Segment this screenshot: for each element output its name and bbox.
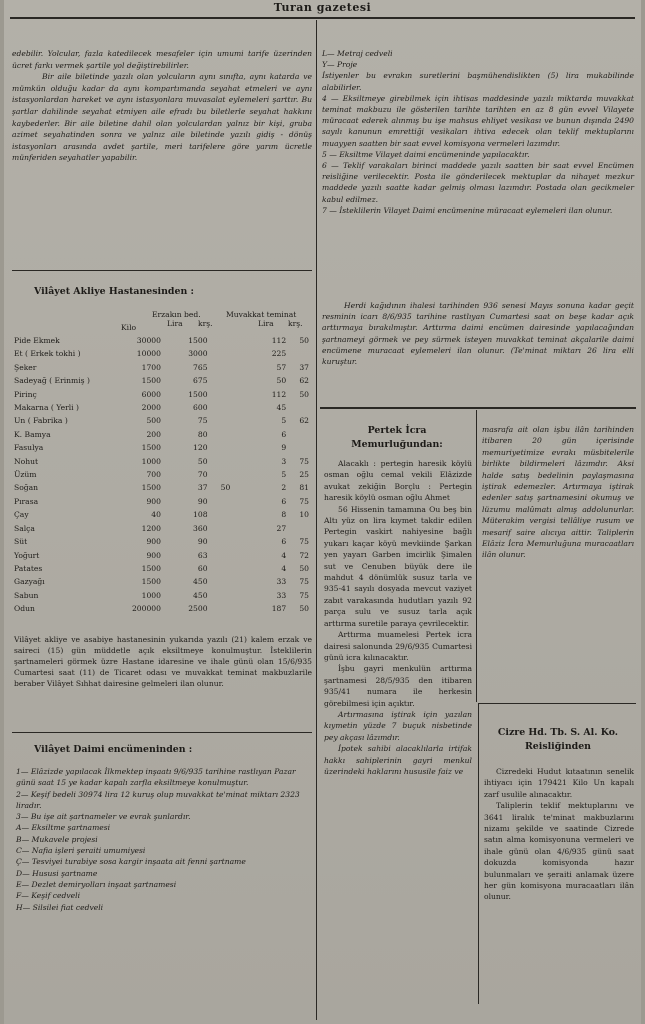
cell-kilo: 1000: [141, 456, 161, 466]
table-row: [14, 495, 309, 508]
cell-tkrs: [286, 347, 309, 360]
cizre-paragraph-1: Cizredeki Hudut kıtaatının senelik ihtiyacı için 179421 Kilo Un kapalı zarf usulile alınacaktır.: [484, 767, 634, 799]
cell-tkrs: 25: [299, 470, 309, 480]
section-rule-hospital: [12, 270, 312, 271]
cell-tlira: 6: [281, 496, 287, 506]
cell-lira: 60: [197, 563, 208, 573]
cell-name: Şeker: [14, 362, 37, 372]
cell-lira: 600: [193, 403, 208, 413]
table-row: [14, 401, 309, 414]
hospital-title: Vilâyet Akliye Hastanesinden :: [34, 286, 194, 297]
cell-kilo: 1500: [141, 563, 161, 573]
cell-kilo: 1200: [141, 523, 161, 533]
table-row: [14, 508, 309, 521]
cell-tkrs: 75: [299, 590, 309, 600]
cell-tlira: 8: [281, 510, 287, 520]
cell-tkrs: 50: [299, 563, 309, 573]
cell-kilo: 900: [146, 537, 161, 547]
table-row: [14, 589, 309, 602]
cell-krs: [208, 535, 231, 548]
col-lira-2: Lira: [258, 319, 274, 328]
cell-name: Soğan: [14, 483, 39, 493]
list-item: L— Metraj cedveli: [322, 49, 393, 58]
cizre-paragraph-2: Taliplerin teklif mektuplarını ve 3641 liralık te'minat makbuzlarını nizamı şekilde ve saatinde Cizrede satın alma komisyonuna vermeleri ve ihale günü olan 4/6/935 günü saat dokuzda komisyonda hazır bulunmaları ve şeraiti anlamak üzere her gün komisyona muracaatları ilân olunur.: [484, 801, 634, 902]
cell-tlira: 4: [281, 550, 287, 560]
cell-tlira: 2: [281, 483, 287, 493]
train-ticket-notice: [12, 48, 312, 164]
cell-kilo: 30000: [136, 336, 161, 345]
cell-lira: 450: [193, 577, 208, 587]
cell-tlira: 225: [271, 349, 287, 359]
list-item: A— Eksiltme şartnamesi: [16, 823, 111, 833]
cell-lira: 675: [193, 376, 208, 386]
cell-tlira: 187: [271, 604, 287, 614]
cell-tkrs: 81: [299, 483, 309, 493]
cell-tlira: 5: [281, 470, 287, 480]
cell-name: Nohut: [14, 456, 39, 466]
cell-lira: 90: [197, 496, 208, 506]
col-krs-2: krş.: [288, 319, 303, 328]
cell-kilo: 1500: [141, 376, 161, 386]
cell-lira: 1500: [188, 336, 208, 345]
cell-tkrs: 75: [299, 456, 309, 466]
cell-tkrs: 62: [299, 416, 309, 426]
table-row: [14, 334, 309, 347]
cell-krs: [208, 589, 231, 602]
cell-tlira: 27: [276, 523, 287, 533]
cell-krs: [208, 508, 231, 521]
table-row: [14, 481, 309, 494]
cell-kilo: 1500: [141, 483, 161, 493]
cell-tkrs: 75: [299, 537, 309, 547]
cell-kilo: 2000: [141, 403, 161, 413]
list-item: Y— Proje: [322, 60, 358, 70]
cell-tlira: 6: [281, 429, 287, 439]
table-row: [14, 441, 309, 454]
column-divider: [316, 20, 317, 1020]
cell-tkrs: 72: [299, 550, 309, 560]
cell-lira: 70: [197, 470, 208, 480]
pertek-paragraph-5: Artırmasına iştirak için yazılan kıymetin yüzde 7 buçuk nisbetinde pey akçası lâzımdır.: [324, 709, 472, 742]
cell-krs: [208, 374, 231, 387]
list-item: Ç— Tesviyei turabiye sosa kargir inşaata ait fenni şartname: [16, 857, 246, 867]
col-kilo: Kilo: [121, 323, 137, 332]
pertek-paragraph-2: 56 Hissenin tamamına Ou beş bin Altı yüz on lira kıymet takdir edilen Pertegin vaskirt nahiyesine bağlı yukarı kaçar köyü mevkiinde Şarkan yen yayarı Garben imcirlik Şimalen sut ve Cenuben büyük dere ile mahdut 4 dönümlük susuz tarla ve 935-41 sayılı dosyada mevcut vaziyet zabıt varakasında hudutları yazılı 92 parça sulu ve susuz tarla açık arttırma suretile paraya çevrilecektir.: [324, 504, 472, 628]
cell-kilo: 1000: [141, 590, 161, 600]
cell-name: Makarna ( Yerli ): [14, 403, 79, 413]
cell-tlira: 33: [276, 590, 287, 600]
list-item: 4 — Eksiltmeye girebilmek için ihtisas maddesinde yazılı miktarda muvakkat teminat makbuzu ile gösterilen tarihte tarihten en az 8 gün evvel Vilayete müracaat ederek alınmış bu işe mahsus ehliyet vesikası ve bunun dışında 2490 sayılı kanunun emrettiği vesikaları ihtiva edecek olan teklif mektuplarını muayyen saatten bir saat evvel komisyona vermeleri lazımdır.: [322, 93, 634, 148]
table-row: [14, 575, 309, 588]
pertek-paragraph-6: İpotek sahibi alacaklılarla irtifak hakkı sahiplerinin gayri menkul üzerindeki haklarını hususile faiz ve: [324, 744, 472, 776]
cell-lira: 360: [193, 523, 208, 533]
list-item: 1— Elâzizde yapılacak İlkmektep inşaatı 9/6/935 tarihine rastlıyan Pazar günü saat 15 ye kadar kapalı zarfla eksiltmeye konulmuştur.: [16, 767, 296, 788]
cizre-notice: [484, 766, 634, 903]
cizre-column-divider: [478, 704, 479, 1004]
list-item: C— Nafia işleri şeraiti umumiyesi: [16, 846, 146, 856]
table-row: [14, 602, 309, 615]
cell-kilo: 900: [146, 550, 161, 560]
table-row: [14, 455, 309, 468]
cell-name: Salça: [14, 523, 35, 533]
cell-krs: [208, 522, 231, 535]
council-item-list: [16, 766, 312, 913]
table-row: [14, 428, 309, 441]
cell-lira: 450: [193, 590, 208, 600]
list-item: İstiyenler bu evrakın suretlerini başmühendislikten (5) lira mukabilinde alabilirler.: [322, 71, 634, 92]
cell-kilo: 500: [146, 416, 161, 426]
cell-tlira: 33: [276, 577, 287, 587]
pertek-paragraph-4: İşbu gayri menkulün arttırma şartnamesi 28/5/935 den itibaren 935/41 numara ile herkesin görebilmesi için açıktır.: [324, 664, 472, 708]
cell-kilo: 1700: [141, 362, 161, 372]
cell-tlira: 5: [281, 416, 287, 426]
cell-krs: [208, 495, 231, 508]
cell-name: Süt: [14, 537, 28, 547]
cell-kilo: 1500: [141, 443, 161, 453]
pertek-paragraph-1: Alacaklı : pertegin haresik köylü osman oğlu cemal vekili Elâzizde avukat zekiğin Borçlu : Pertegin haresik köylü osman oğlu Ahmet: [324, 459, 472, 503]
cell-tkrs: 50: [299, 604, 309, 614]
cell-name: Gazyağı: [14, 577, 45, 587]
table-row: [14, 522, 309, 535]
table-row: [14, 414, 309, 427]
cell-krs: [208, 549, 231, 562]
list-item: E— Dezlet demiryolları inşaat şartnamesi: [16, 879, 177, 889]
table-row: [14, 468, 309, 481]
cell-kilo: 6000: [141, 389, 161, 399]
cell-tlira: 9: [281, 443, 287, 453]
cell-name: Odun: [14, 604, 35, 614]
cell-kilo: 700: [146, 470, 161, 480]
col-ercakin: Erzakın bed.: [152, 310, 201, 319]
cell-kilo: 1500: [141, 577, 161, 587]
cell-lira: 90: [197, 537, 208, 547]
cell-lira: 108: [193, 510, 208, 520]
cell-krs: [208, 455, 231, 468]
cell-lira: 2500: [188, 604, 208, 614]
list-item: H— Silsilei fiat cedveli: [16, 902, 104, 912]
cell-name: Pirinç: [14, 389, 37, 399]
council-title: Vilâyet Daimi encümeninden :: [34, 744, 193, 755]
cell-name: Sabun: [14, 590, 39, 600]
cell-name: Çay: [14, 510, 29, 520]
cell-name: Pırasa: [14, 496, 39, 506]
council-items: [16, 766, 312, 913]
cell-tkrs: [286, 441, 309, 454]
cell-krs: [208, 468, 231, 481]
cell-tlira: 45: [276, 403, 287, 413]
cell-krs: [208, 562, 231, 575]
cell-krs: [208, 347, 231, 360]
cell-krs: [208, 388, 231, 401]
cell-name: Fasulya: [14, 443, 44, 453]
cell-tlira: 3: [281, 456, 287, 466]
cell-lira: 63: [197, 550, 208, 560]
list-item: 2— Keşif bedeli 30974 lira 12 kuruş olup muvakkat te'minat miktarı 2323 liradır.: [16, 789, 300, 810]
newspaper-page: [4, 0, 641, 1024]
cell-tkrs: 10: [299, 510, 309, 520]
list-item: 3— Bu işe ait şartnameler ve evrak şunlardır.: [16, 812, 191, 822]
construction-conditions-list: [322, 48, 634, 216]
newspaper-header-title: Turan gazetesi: [273, 1, 372, 14]
hospital-supply-table: [14, 334, 309, 616]
cell-lira: 37: [197, 483, 208, 493]
cell-tkrs: 37: [299, 362, 309, 372]
cell-krs: [208, 414, 231, 427]
cell-kilo: 900: [146, 496, 161, 506]
cell-name: Pide Ekmek: [14, 336, 60, 345]
cell-tlira: 4: [281, 563, 287, 573]
list-item: 6 — Teklif varakaları birinci maddede yazılı saatten bir saat evvel Encümen reisliğine verilecektir. Posta ile gönderilecek mektuplar da nihayet mezkur maddede yazılı saatte kadar gelmiş olması lazımdır. Postada olan gecikmeler kabul edilmez.: [322, 161, 634, 204]
cizre-title: Cizre Hd. Tb. S. Al. Ko. Reisliğinden: [497, 727, 619, 752]
cell-lira: 50: [197, 456, 208, 466]
cell-tkrs: [286, 428, 309, 441]
cell-lira: 75: [197, 416, 208, 426]
section-rule-pertek: [320, 407, 636, 409]
cell-name: Patates: [14, 563, 43, 573]
cell-krs: [208, 602, 231, 615]
school-construction-notice: [322, 48, 634, 216]
cell-krs: [208, 441, 231, 454]
cell-name: K. Bamya: [14, 429, 51, 439]
cell-tkrs: 75: [299, 577, 309, 587]
cell-name: Yoğurt: [14, 550, 40, 560]
cell-tkrs: [286, 401, 309, 414]
table-row: [14, 535, 309, 548]
cell-krs: [208, 361, 231, 374]
list-item: 5 — Eksiltme Vilayet daimi encümeninde yapılacaktır.: [322, 149, 530, 159]
cell-tlira: 57: [276, 362, 287, 372]
cell-tkrs: 50: [299, 389, 309, 399]
cell-krs: [208, 575, 231, 588]
crossing-tax-notice: Herdi kağıdının ihalesi tarihinden 936 senesi Mayıs sonuna kadar geçit resminin icarı 8/6/935 tarihine rastlıyan Cumartesi saat on beşe kadar açık arttırmaya bırakılmıştır. Arttırma daimi encümen dairesinde yapılacağından şartnameyi görmek ve pey sürmek isteyen muvakkat teminat akçalarile daimi encümene muracaat eylemeleri ilan olunur. (Te'minat miktarı 26 lira elli kuruştur.: [322, 301, 634, 367]
cell-kilo: 10000: [136, 349, 161, 359]
table-row: [14, 549, 309, 562]
list-item: B— Mukavele projesi: [16, 834, 98, 844]
cell-kilo: 200: [146, 429, 161, 439]
cell-krs: [208, 334, 231, 347]
col-muvakkat: Muvakkat teminat: [226, 310, 297, 319]
col-krs-1: krş.: [198, 319, 213, 328]
cell-name: Üzüm: [14, 470, 37, 480]
cell-krs: [208, 428, 231, 441]
section-rule-council: [12, 732, 312, 733]
table-row: [14, 347, 309, 360]
table-row: [14, 388, 309, 401]
hospital-notice-paragraph: Vilâyet akliye ve asabiye hastanesinin yukarıda yazılı (21) kalem erzak ve saireci (15) gün müddetle açık eksiltmeye konulmuştur. İsteklilerin şartnameleri görmek üzre Hastane idaresine ve ihale günü olan 15/6/935 Cumartesi saat (11) de Ticaret odası ve muvakkat teminat makbuzlarile beraber Vilâyet Sıhhat dairesine gelmeleri ilan olunur.: [14, 635, 312, 688]
cell-lira: 120: [193, 443, 208, 453]
cell-name: Et ( Erkek tokhi ): [14, 349, 81, 359]
cell-kilo: 200000: [131, 604, 161, 614]
cell-tlira: 6: [281, 537, 287, 547]
section-rule-cizre: [478, 703, 636, 704]
pertek-notice: [324, 458, 472, 777]
pertek-continuation: masrafa ait olan işbu ilân tarihinden itibaren 20 gün içerisinde memuriyetimize evrakı müsbitelerile birlikte bildirmeleri lâzımdır. Aksi halde satış bedelinin paylaşmasına iştirak edemezler. Artırmaya iştirak edenler satış şartnamesini okumuş ve lüzumu malûmatı almış addolunurlar. Müterakim vergisi tellâliye rusum ve mesarif saire alıcıya aittir. Taliplerin Elâziz İcra Memurluğuna muracaatları ilân olunur.: [482, 425, 634, 560]
train-ticket-paragraph-2: Bir aile biletinde yazılı olan yolcuların aynı sınıfta, aynı katarda ve mümkün olduğu kadar da aynı kompartımanda seyahat etmeleri ve aynı istasyonlardan hareket ve aynı istasyonlara muvasalat eylemeleri şarttır. Bu şartlar dahilinde seyahat etmiyen aile efradı bu biletlerle seyahat hakkını kaybederler. Bir aile biletine dahil olan yolculardan yalnız bir kişi, gruba azimet seyahatinden sonra ve yalnız aile biletinde yazılı gidiş - dönüş istasyonları arasında avdet şartile, meri tarifelere göre yarım ücretle münferiden seyahatler yapabilir.: [12, 72, 312, 163]
cell-tlira: 112: [271, 336, 287, 345]
cell-name: Sadeyağ ( Erinmiş ): [14, 376, 90, 386]
cell-tkrs: 50: [299, 336, 309, 345]
cell-lira: 3000: [188, 349, 208, 359]
table-row: [14, 361, 309, 374]
col-lira-1: Lira: [167, 319, 183, 328]
cell-tkrs: 75: [299, 496, 309, 506]
header-rule: [10, 17, 635, 19]
cell-name: Un ( Fabrika ): [14, 416, 68, 426]
list-item: D— Hususi şartname: [16, 868, 98, 878]
list-item: F— Keşif cedveli: [16, 891, 81, 901]
table-row: [14, 562, 309, 575]
pertek-paragraph-3: Arttırma muamelesi Pertek icra dairesi salonunda 29/6/935 Cumartesi günü icra kılınacaktır.: [324, 630, 472, 662]
cell-lira: 765: [193, 362, 208, 372]
cell-krs: [208, 401, 231, 414]
cell-tlira: 112: [271, 389, 287, 399]
cell-krs: 50: [220, 483, 231, 493]
pertek-column-divider: [476, 410, 477, 702]
cell-tkrs: 62: [299, 376, 309, 386]
list-item: 7 — İsteklilerin Vilayet Daimi encümenine müracaat eylemeleri ilan olunur.: [322, 205, 613, 215]
cell-lira: 1500: [188, 389, 208, 399]
cell-tkrs: [286, 522, 309, 535]
table-row: [14, 374, 309, 387]
pertek-title: Pertek İcra Memurluğundan:: [351, 425, 443, 450]
cell-tlira: 50: [276, 376, 287, 386]
cell-kilo: 40: [151, 510, 161, 520]
cell-lira: 80: [197, 429, 208, 439]
train-ticket-paragraph-1: edebilir. Yolcular, fazla katedilecek mesafeler için umumi tarife üzerinden ücret farkı vermek şartile yol değiştirebilirler.: [12, 49, 312, 70]
